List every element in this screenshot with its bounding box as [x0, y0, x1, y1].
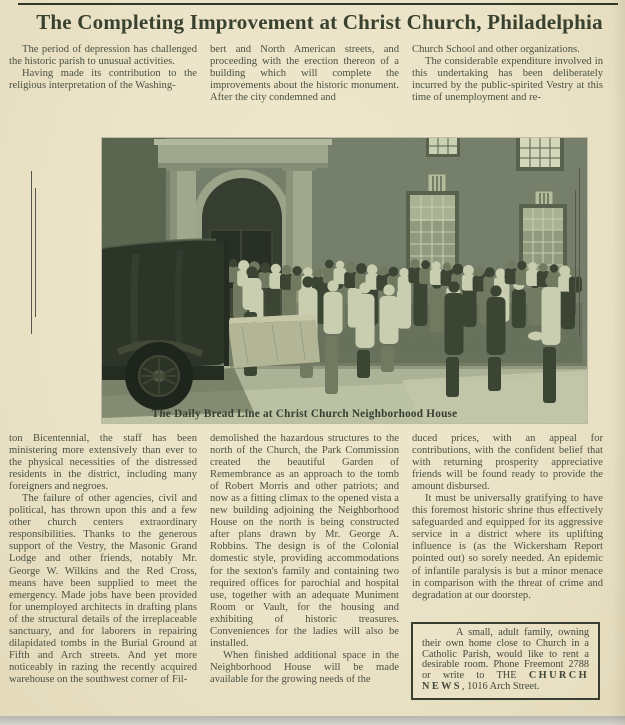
- body-column-2: [210, 433, 399, 686]
- photo-caption: The Daily Bread Line at Christ Church Neighborhood House: [151, 408, 458, 420]
- intro-column-1: [9, 44, 197, 92]
- margin-rule-left-inner: [35, 188, 36, 317]
- intro-col3-paragraph-2: The considerable expenditure involved in this undertaking has been deliberately incurred by the public-spirited Vestry at this time of unemployment and re-: [412, 56, 603, 104]
- top-rule: [18, 3, 618, 5]
- body-column-1: [9, 433, 197, 686]
- page-edge-shading: [611, 0, 625, 725]
- body-col2-paragraph-2: When finished additional space in the Neighborhood House will be made available for the growing needs of the: [210, 649, 399, 685]
- body-column-3: [412, 433, 603, 602]
- classified-ad-text: [422, 628, 589, 693]
- intro-col1-paragraph-1: The period of depression has challenged the historic parish to unusual activities.: [9, 44, 197, 68]
- body-col3-paragraph-2: It must be universally gratifying to have this foremost historic shrine thus effectively safeguarded and equipped for its aggressive service in a district where its uplifting influence is (as the Wickersham Report pointed out) so sorely needed. An epidemic of infantile paralysis is but a minor menace in comparison with the threat of crime and degradation at our doorstep.: [412, 493, 603, 601]
- scan-edge: [0, 716, 625, 725]
- article-title: The Completing Improvement at Christ Church, Philadelphia: [36, 10, 603, 34]
- intro-col2-paragraph-1: bert and North American streets, and proceeding with the erection thereon of a building which will complete the improvements about the historic monument. After the city condemned and: [210, 44, 399, 104]
- intro-col1-paragraph-2: Having made its contribution to the religious interpretation of the Washing-: [9, 68, 197, 92]
- margin-rule-left-outer: [31, 171, 32, 334]
- intro-column-2: [210, 44, 399, 104]
- bread-line-photo: [102, 138, 587, 423]
- body-col3-paragraph-1: duced prices, with an appeal for contributions, with the confident belief that with returning prosperity appreciative friends will be found ready to provide the amount disbursed.: [412, 433, 603, 493]
- ad-tail: , 1016 Arch Street.: [461, 680, 540, 692]
- ad-publication-name: CHURCH NEWS: [422, 670, 589, 692]
- ad-lead: A small, adult family, owning their own home close to Church in a Catholic Parish, would like to rent a desirable room. Phone Freemont 2788 or write to THE: [422, 627, 589, 682]
- margin-rule-right-outer: [579, 168, 580, 337]
- body-col1-paragraph-2: The failure of other agencies, civil and political, has thrown upon this and a few other church centers extraordinary responsibilities. Thanks to the generous support of the Vestry, the Masonic Grand Lodge and other friends, notably Mr. George W. Wilkins and the Red Cross, means have been supplied to meet the emergency. Made jobs have been provided for unemployed architects in drafting plans of the structural details of the irreplaceable sanctuary, and for laborers in repairing dilapidated tombs in the Burial Ground at Fifth and Arch streets. And yet more noticeably in razing the recently acquired warehouse on the southwest corner of Fil-: [9, 493, 197, 685]
- bread-line-illustration: [102, 138, 587, 423]
- classified-ad: [411, 622, 600, 700]
- intro-column-3: [412, 44, 603, 104]
- body-col1-paragraph-1: ton Bicentennial, the staff has been ministering more extensively than ever to the physical necessities of the distressed residents in the district, including many foreigners and negroes.: [9, 433, 197, 493]
- body-col2-paragraph-1: demolished the hazardous structures to the north of the Church, the Park Commission created the beautiful Garden of Remembrance as an approach to the tomb of Robert Morris and other patriots; and now as a fitting climax to the opened vista a new building adjoining the Neighborhood House on the north is being constructed after plans drawn by Mr. George A. Robbins. The design is of the Colonial domestic style, providing accommodations for the sexton's family and containing two required offices for parochial and hospital use, together with an adequate Muniment Room or Vault, for the housing and exhibiting of historic treasures. Conveniences for the ladies will also be installed.: [210, 433, 399, 649]
- intro-col3-paragraph-1: Church School and other organizations.: [412, 44, 580, 55]
- margin-rule-right-inner: [575, 190, 576, 314]
